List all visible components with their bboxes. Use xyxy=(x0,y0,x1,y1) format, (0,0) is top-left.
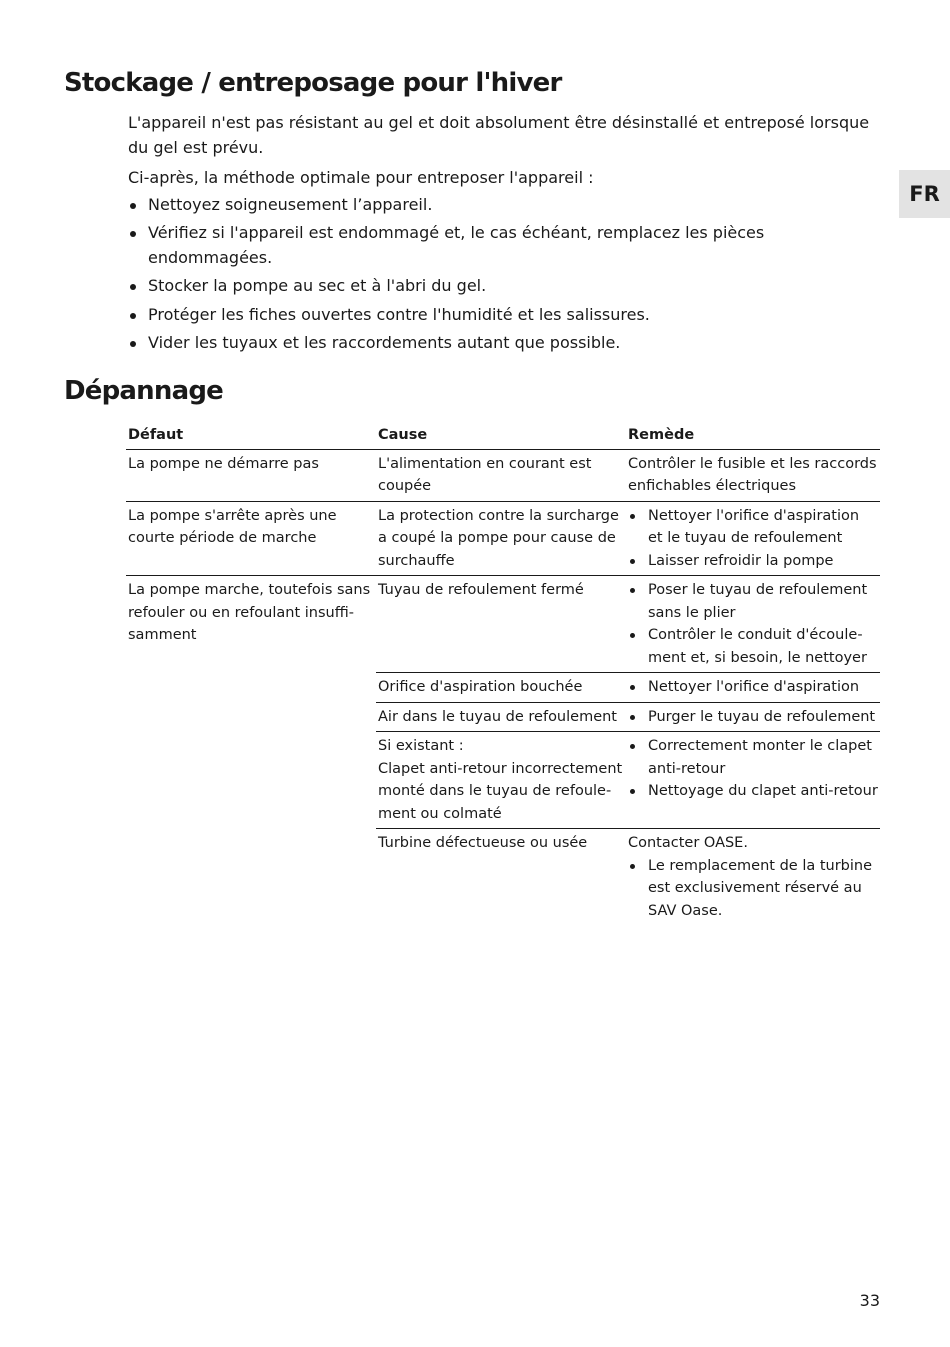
table-row xyxy=(126,576,880,673)
remedy-cell: Contrôler le fusible et les raccords enfichables électriques xyxy=(626,449,880,501)
header-cause: Cause xyxy=(376,422,626,449)
remedy-list xyxy=(628,706,878,729)
cause-cell: Air dans le tuyau de refoulement xyxy=(376,702,626,732)
remedy-list xyxy=(628,855,878,923)
remedy-list xyxy=(628,579,878,669)
cause-cell: Turbine défectueuse ou usée xyxy=(378,835,588,851)
remedy-cell xyxy=(626,673,880,703)
table-row xyxy=(126,449,880,501)
remedy-cell xyxy=(626,576,880,673)
storage-intro: L'appareil n'est pas résistant au gel et doit absolument être désinstallé et entreposé lorsque du gel est prévu. xyxy=(128,113,870,157)
remedy-item: Nettoyage du clapet anti-retour xyxy=(628,780,878,803)
fault-cell: La pompe s'arrête après une courte période de marche xyxy=(126,501,376,576)
fault-cell: La pompe ne démarre pas xyxy=(126,449,376,501)
header-fault: Défaut xyxy=(126,422,376,449)
remedy-list xyxy=(628,505,878,573)
remedy-cell xyxy=(626,501,880,576)
fault-cell: La pompe marche, toutefois sans refouler ou en refoulant insuffisamment xyxy=(128,582,371,643)
storage-section xyxy=(128,111,873,360)
table-row xyxy=(126,501,880,576)
cause-cell: L'alimentation en courant est coupée xyxy=(376,449,626,501)
language-tab: FR xyxy=(899,170,950,218)
remedy-item: Laisser refroidir la pompe xyxy=(628,550,878,573)
remedy-lead: Contacter OASE. xyxy=(628,835,748,851)
cause-cell: La protection contre la surcharge a coupé la pompe pour cause de surchauffe xyxy=(376,501,626,576)
remedy-item: Correctement monter le clapet anti-retour xyxy=(628,735,878,780)
storage-list-item: Vider les tuyaux et les raccordements autant que possible. xyxy=(128,331,873,356)
remedy-item: Purger le tuyau de refoulement xyxy=(628,706,878,729)
cause-cell: Orifice d'aspiration bouchée xyxy=(376,673,626,703)
remedy-cell xyxy=(626,732,880,829)
storage-list-item: Protéger les fiches ouvertes contre l'humidité et les salissures. xyxy=(128,303,873,328)
storage-section-title: Stockage / entreposage pour l'hiver xyxy=(64,68,562,98)
page-number: 33 xyxy=(859,1291,880,1310)
storage-lead: Ci-après, la méthode optimale pour entreposer l'appareil : xyxy=(128,168,594,187)
cause-cell: Si existant : Clapet anti-retour incorrectement monté dans le tuyau de refoulement ou colmaté xyxy=(376,732,626,829)
storage-list xyxy=(128,193,873,356)
storage-list-item: Stocker la pompe au sec et à l'abri du gel. xyxy=(128,274,873,299)
troubleshooting-table xyxy=(126,422,880,925)
remedy-cell xyxy=(626,702,880,732)
remedy-item: Le remplacement de la turbine est exclusivement réservé au SAV Oase. xyxy=(628,855,878,923)
remedy-cell xyxy=(626,829,880,926)
troubleshooting-section-title: Dépannage xyxy=(64,376,223,406)
remedy-item: Poser le tuyau de refoulement sans le plier xyxy=(628,579,878,624)
cause-cell: Tuyau de refoulement fermé xyxy=(376,576,626,673)
remedy-item: Nettoyer l'orifice d'aspiration xyxy=(628,676,878,699)
storage-list-item: Vérifiez si l'appareil est endommagé et, le cas échéant, remplacez les pièces endommagées. xyxy=(128,221,873,270)
remedy-list xyxy=(628,735,878,803)
remedy-item: Contrôler le conduit d'écoulement et, si besoin, le nettoyer xyxy=(628,624,878,669)
storage-list-item: Nettoyez soigneusement l’appareil. xyxy=(128,193,873,218)
table-header-row xyxy=(126,422,880,449)
remedy-list xyxy=(628,676,878,699)
remedy-item: Nettoyer l'orifice d'aspiration et le tuyau de refoulement xyxy=(628,505,878,550)
header-remedy: Remède xyxy=(626,422,880,449)
